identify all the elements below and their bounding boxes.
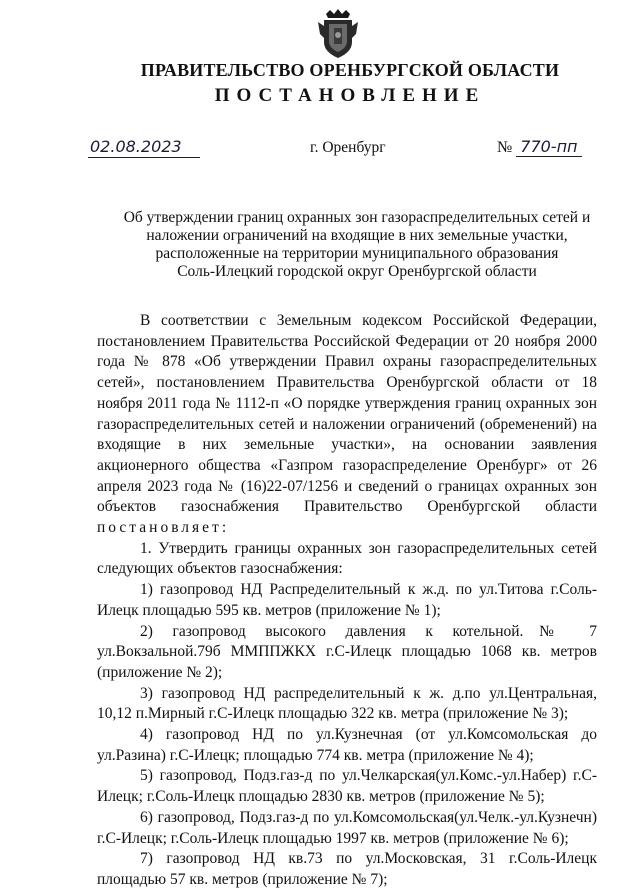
document-type: ПОСТАНОВЛЕНИЕ <box>214 85 486 106</box>
number-sign: № <box>497 139 513 156</box>
government-title: ПРАВИТЕЛЬСТВО ОРЕНБУРГСКОЙ ОБЛАСТИ <box>140 60 560 80</box>
subitem-paragraph: 1) газопровод НД Распределительный к ж.д. по ул.Титова г.Соль-Илецк площадью 595 кв. метров (приложение № 1); <box>97 581 597 619</box>
subject-line: расположенные на территории муниципального образования <box>155 245 559 262</box>
subitem-paragraph: 5) газопровод, Подз.газ-д по ул.Челкарская(ул.Комс.-ул.Набер) г.С-Илецк; г.Соль-Илецк площадью 2830 кв. метров (приложение № 5); <box>97 767 597 806</box>
subitem-paragraph: 3) газопровод НД распределительный к ж. д.по ул.Центральная, 10,12 п.Мирный г.С-Илецк площадью 322 кв. метра (приложение № 3); <box>97 684 597 723</box>
document-subject <box>92 209 622 281</box>
preamble-paragraph <box>97 311 597 539</box>
subject-line: Соль-Илецкий городской округ Оренбургской области <box>177 263 537 280</box>
item-paragraph: 1. Утвердить границы охранных зон газораспределительных сетей следующих объектов газоснабжения: <box>97 539 597 578</box>
subitem-paragraph: 4) газопровод НД по ул.Кузнечная (от ул.Комсомольская до ул.Разина) г.С-Илецк; площадью 774 кв. метра (приложение № 4); <box>97 726 597 764</box>
subject-line: Об утверждении границ охранных зон газораспределительных сетей и <box>123 209 591 226</box>
subitem-paragraph: 2) газопровод высокого давления к котельной.№ 7 ул.Вокзальной.79б ММППЖКХ г.С-Илецк площадью 1068 кв. метров (приложение № 2); <box>97 622 597 681</box>
resolves-word: постановляет: <box>97 519 230 537</box>
preamble-text: В соответствии с Земельным кодексом Российской Федерации, постановлением Правительства Российской Федерации от 20 ноября 2000 года № 878 «Об утверждении Правил охраны газораспределительных сетей», постановлением Правительства Оренбургской области от 18 ноября 2011 года № 1112-п «О порядке утверждения границ охранных зон газораспределительных сетей и наложении ограничений (обременений) на входящие в них земельные участки», на основании заявления акционерного общества «Газпром газораспределение Оренбург» от 26 апреля 2023 года № (16)22-07/1256 и сведений о границах охранных зон объектов газоснабжения Правительство Оренбургской области <box>97 312 597 516</box>
document-city: г. Оренбург <box>310 139 386 156</box>
document-body <box>97 311 597 891</box>
document-number <box>497 137 582 158</box>
subject-line: наложении ограничений на входящие в них земельные участки, <box>146 227 568 244</box>
subitem-paragraph: 6) газопровод, Подз.газ-д по ул.Комсомольская(ул.Челк.-ул.Кузнечн) г.С-Илецк; г.Соль-Илецк площадью 1997 кв. метров (приложение № 6); <box>97 808 597 847</box>
document-date: 02.08.2023 <box>88 137 200 158</box>
coat-of-arms-icon <box>316 8 360 60</box>
subitem-paragraph: 7) газопровод НД кв.73 по ул.Московская, 31 г.Соль-Илецк площадью 57 кв. метров (приложение № 7); <box>97 850 597 888</box>
number-value: 770-пп <box>516 137 581 157</box>
